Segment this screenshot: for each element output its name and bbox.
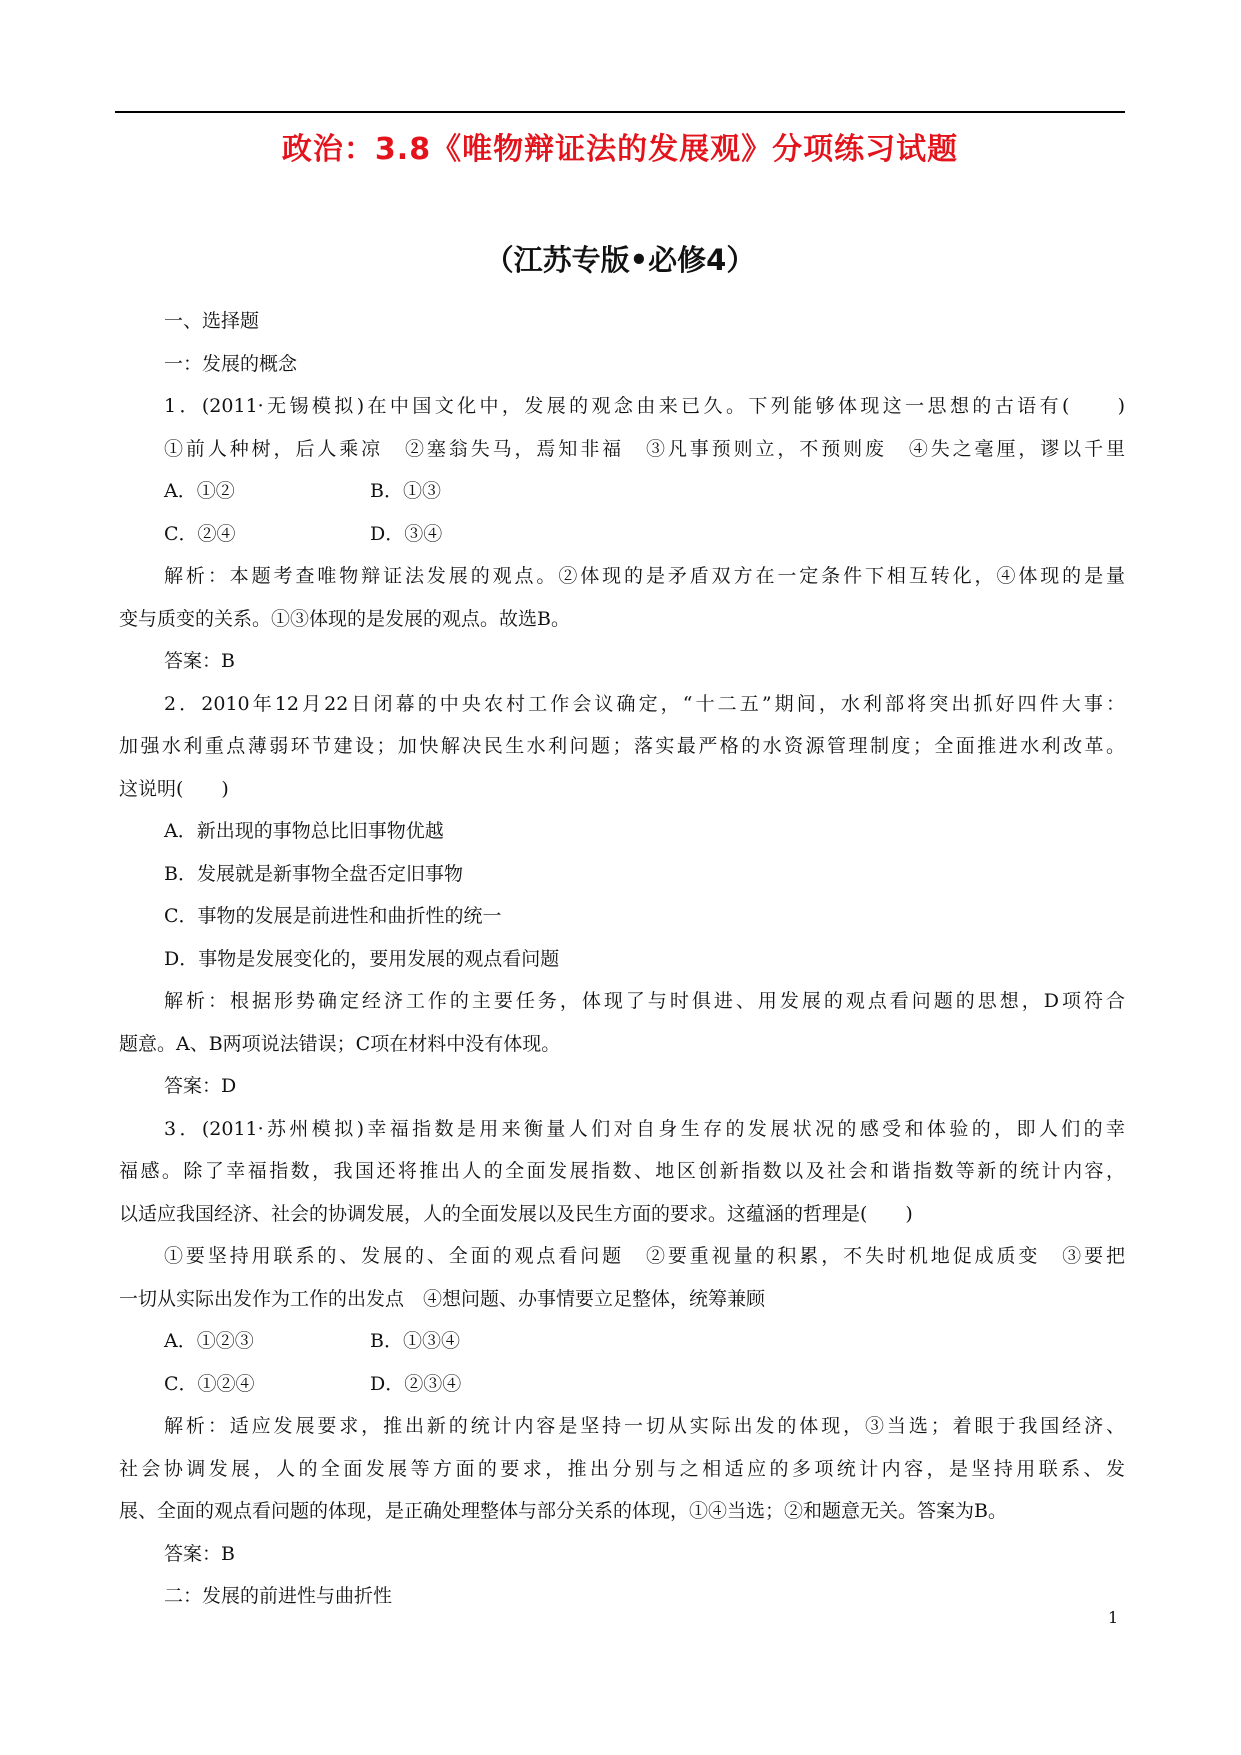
question-1-analysis-cont: 变与质变的关系。①③体现的是发展的观点。故选B。	[119, 607, 570, 630]
page-number: 1	[1108, 1608, 1119, 1627]
question-3-stem: 3．(2011·苏州模拟)幸福指数是用来衡量人们对自身生存的发展状况的感受和体验的，即人们的幸	[164, 1117, 1125, 1140]
question-3-analysis-cont: 社会协调发展，人的全面发展等方面的要求，推出分别与之相适应的多项统计内容，是坚持用联系、发	[119, 1457, 1125, 1480]
document-subtitle: （江苏专版•必修4）	[484, 243, 756, 277]
question-3-items-cont: 一切从实际出发作为工作的出发点 ④想问题、办事情要立足整体，统筹兼顾	[119, 1287, 766, 1310]
document-title: 政治：3.8《唯物辩证法的发展观》分项练习试题	[281, 132, 959, 167]
option-b: B．①③④	[370, 1330, 460, 1352]
question-1-analysis: 解析：本题考查唯物辩证法发展的观点。②体现的是矛盾双方在一定条件下相互转化，④体现的是量	[164, 565, 1125, 587]
question-3-items: ①要坚持用联系的、发展的、全面的观点看问题 ②要重视量的积累，不失时机地促成质变 ③要把	[164, 1245, 1125, 1267]
question-3-options-row-1	[119, 1320, 1125, 1363]
document-body	[119, 300, 1125, 1618]
question-1-stem: 1．(2011·无锡模拟)在中国文化中，发展的观念由来已久。下列能够体现这一思想的古语有( )	[164, 395, 1125, 417]
option-d: D．②③④	[370, 1372, 462, 1395]
question-1-options-row-2	[119, 513, 1125, 556]
subsection-heading: 一：发展的概念	[164, 352, 298, 375]
header-rule	[115, 111, 1125, 113]
option-d: D．③④	[370, 522, 443, 545]
question-2-stem-end: 这说明( )	[119, 777, 229, 800]
question-3-stem-end: 以适应我国经济、社会的协调发展，人的全面发展以及民生方面的要求。这蕴涵的哲理是( )	[119, 1202, 913, 1225]
question-3-analysis-end: 展、全面的观点看问题的体现，是正确处理整体与部分关系的体现，①④当选；②和题意无关。答案为B。	[119, 1500, 1007, 1522]
option-c: C．①②④	[164, 1372, 255, 1395]
option-b: B．发展就是新事物全盘否定旧事物	[164, 862, 463, 885]
question-2-analysis-cont: 题意。A、B两项说法错误；C项在材料中没有体现。	[119, 1032, 561, 1055]
option-a: A．新出现的事物总比旧事物优越	[164, 820, 444, 842]
question-1-answer: 答案：B	[164, 650, 235, 672]
question-3-analysis: 解析：适应发展要求，推出新的统计内容是坚持一切从实际出发的体现，③当选；着眼于我国经济、	[164, 1415, 1125, 1437]
question-3-answer: 答案：B	[164, 1542, 235, 1565]
section-heading: 一、选择题	[164, 310, 260, 332]
question-2-analysis: 解析：根据形势确定经济工作的主要任务，体现了与时俱进、用发展的观点看问题的思想，D项符合	[164, 990, 1125, 1012]
question-2-stem-cont: 加强水利重点薄弱环节建设；加快解决民生水利问题；落实最严格的水资源管理制度；全面推进水利改革。	[119, 735, 1125, 757]
subsection-heading: 二：发展的前进性与曲折性	[164, 1585, 393, 1607]
question-3-options-row-2	[119, 1363, 1125, 1406]
option-a: A．①②③	[164, 1330, 254, 1352]
question-1-options-row-1	[119, 470, 1125, 513]
option-a: A．①②	[164, 480, 235, 502]
option-d: D．事物是发展变化的，要用发展的观点看问题	[164, 947, 560, 970]
question-3-stem-cont: 福感。除了幸福指数，我国还将推出人的全面发展指数、地区创新指数以及社会和谐指数等新的统计内容，	[119, 1160, 1125, 1182]
question-1-items: ①前人种树，后人乘凉 ②塞翁失马，焉知非福 ③凡事预则立，不预则废 ④失之毫厘，谬以千里	[164, 437, 1125, 460]
question-2-stem: 2．2010年12月22日闭幕的中央农村工作会议确定，“十二五”期间，水利部将突出抓好四件大事：	[164, 692, 1125, 715]
question-2-answer: 答案：D	[164, 1075, 237, 1097]
option-b: B．①③	[370, 480, 441, 502]
option-c: C．事物的发展是前进性和曲折性的统一	[164, 905, 502, 927]
option-c: C．②④	[164, 522, 236, 545]
